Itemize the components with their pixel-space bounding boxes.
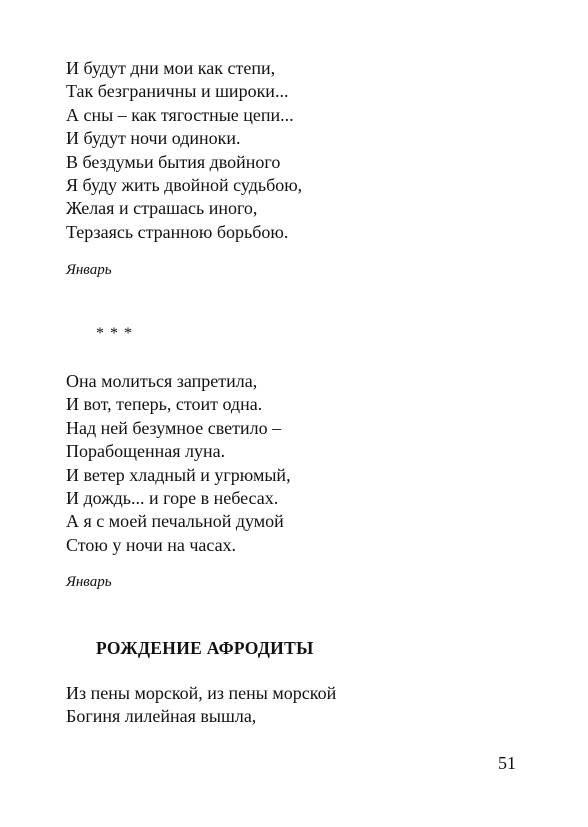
poem-1-date: Январь	[66, 262, 112, 278]
poem-separator-asterisks: * * *	[96, 325, 133, 342]
poem-line: Стою у ночи на часах.	[66, 534, 237, 555]
page-number: 51	[498, 753, 516, 773]
poem-line: Порабощенная луна.	[66, 441, 226, 462]
poem-line: Из пены морской, из пены морской	[66, 683, 337, 703]
poem-line: А я с моей печальной думой	[66, 511, 284, 532]
poem-line: Так безграничны и широки...	[66, 81, 289, 102]
poem-line: И дождь... и горе в небесах.	[66, 488, 279, 509]
poem-line: И будут ночи одиноки.	[66, 128, 241, 149]
poem-line: И вот, теперь, стоит одна.	[66, 394, 263, 415]
poem-line: И ветер хладный и угрюмый,	[66, 464, 291, 485]
poem-line: Терзаясь странною борьбою.	[66, 221, 289, 242]
poem-3-title: РОЖДЕНИЕ АФРОДИТЫ	[96, 638, 314, 658]
poem-line: Желая и страшась иного,	[66, 198, 258, 219]
poem-line: В бездумьи бытия двойного	[66, 151, 281, 172]
poem-line: Богиня лилейная вышла,	[66, 706, 257, 727]
poem-3-stanza	[66, 682, 336, 729]
poem-line: Она молиться запретила,	[66, 371, 258, 391]
poem-line: А сны – как тягостные цепи...	[66, 104, 294, 125]
poem-2-date: Январь	[66, 574, 112, 590]
poem-1-stanza	[66, 57, 302, 244]
poem-line: И будут дни мои как степи,	[66, 58, 276, 78]
poem-line: Я буду жить двойной судьбою,	[66, 175, 303, 196]
poem-2-stanza	[66, 370, 291, 557]
poem-line: Над ней безумное светило –	[66, 417, 282, 438]
